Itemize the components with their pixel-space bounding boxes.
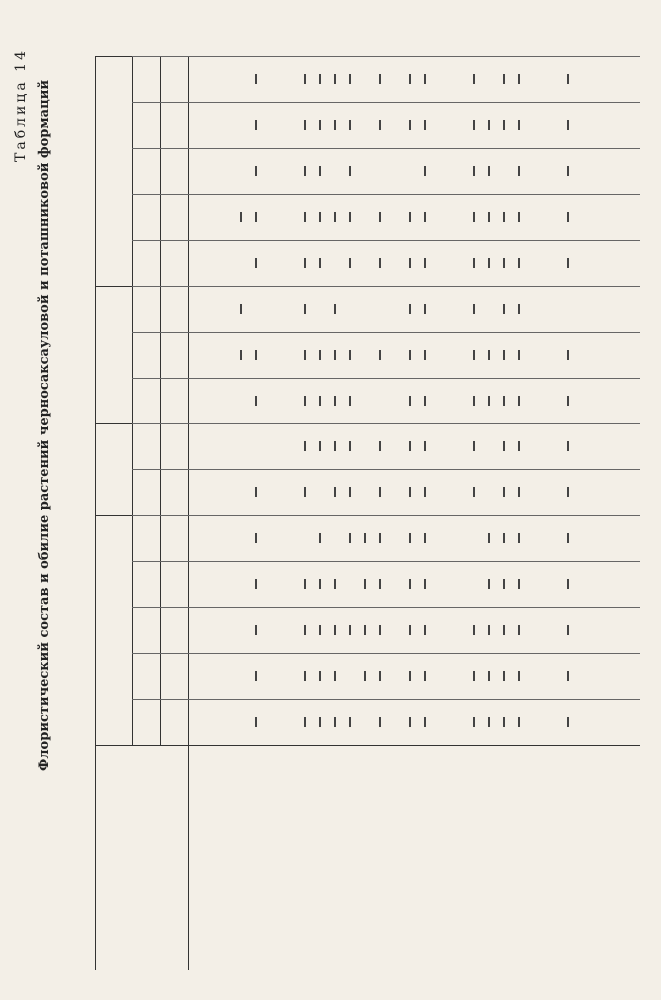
empty-dash — [379, 258, 381, 268]
empty-dash — [503, 304, 505, 314]
empty-dash — [240, 212, 242, 222]
empty-dash — [334, 120, 336, 130]
table-border — [160, 56, 161, 745]
empty-dash — [255, 120, 257, 130]
empty-dash — [567, 350, 569, 360]
col-divider — [132, 699, 640, 700]
empty-dash — [255, 350, 257, 360]
empty-dash — [473, 212, 475, 222]
empty-dash — [488, 120, 490, 130]
empty-dash — [473, 350, 475, 360]
empty-dash — [488, 350, 490, 360]
empty-dash — [518, 625, 520, 635]
empty-dash — [349, 350, 351, 360]
empty-dash — [304, 579, 306, 589]
empty-dash — [349, 717, 351, 727]
empty-dash — [488, 533, 490, 543]
empty-dash — [409, 579, 411, 589]
col-divider — [132, 240, 640, 241]
empty-dash — [488, 579, 490, 589]
empty-dash — [473, 671, 475, 681]
empty-dash — [255, 671, 257, 681]
empty-dash — [503, 350, 505, 360]
col-divider — [132, 56, 640, 57]
empty-dash — [518, 671, 520, 681]
empty-dash — [503, 533, 505, 543]
empty-dash — [567, 258, 569, 268]
empty-dash — [319, 74, 321, 84]
table-border — [132, 56, 133, 745]
empty-dash — [304, 120, 306, 130]
empty-dash — [319, 350, 321, 360]
empty-dash — [349, 166, 351, 176]
empty-dash — [304, 350, 306, 360]
col-divider — [132, 607, 640, 608]
empty-dash — [319, 258, 321, 268]
empty-dash — [409, 396, 411, 406]
empty-dash — [488, 212, 490, 222]
empty-dash — [488, 625, 490, 635]
empty-dash — [503, 212, 505, 222]
empty-dash — [473, 625, 475, 635]
empty-dash — [424, 212, 426, 222]
empty-dash — [567, 120, 569, 130]
empty-dash — [424, 258, 426, 268]
empty-dash — [255, 625, 257, 635]
empty-dash — [488, 396, 490, 406]
empty-dash — [364, 579, 366, 589]
empty-dash — [473, 396, 475, 406]
empty-dash — [240, 304, 242, 314]
empty-dash — [349, 441, 351, 451]
empty-dash — [255, 212, 257, 222]
empty-dash — [334, 350, 336, 360]
group-divider — [95, 56, 132, 57]
empty-dash — [518, 350, 520, 360]
empty-dash — [409, 304, 411, 314]
empty-dash — [424, 304, 426, 314]
empty-dash — [473, 258, 475, 268]
empty-dash — [304, 74, 306, 84]
empty-dash — [503, 487, 505, 497]
empty-dash — [518, 487, 520, 497]
empty-dash — [379, 579, 381, 589]
empty-dash — [567, 671, 569, 681]
col-divider — [132, 148, 640, 149]
col-divider — [132, 515, 640, 516]
col-divider — [132, 423, 640, 424]
empty-dash — [473, 441, 475, 451]
empty-dash — [349, 74, 351, 84]
empty-dash — [409, 441, 411, 451]
empty-dash — [409, 625, 411, 635]
empty-dash — [334, 717, 336, 727]
empty-dash — [319, 396, 321, 406]
empty-dash — [518, 120, 520, 130]
empty-dash — [518, 441, 520, 451]
empty-dash — [379, 441, 381, 451]
empty-dash — [518, 717, 520, 727]
empty-dash — [567, 579, 569, 589]
empty-dash — [567, 533, 569, 543]
empty-dash — [488, 166, 490, 176]
empty-dash — [503, 258, 505, 268]
empty-dash — [424, 350, 426, 360]
empty-dash — [364, 533, 366, 543]
empty-dash — [503, 671, 505, 681]
empty-dash — [255, 166, 257, 176]
empty-dash — [567, 396, 569, 406]
empty-dash — [567, 717, 569, 727]
empty-dash — [349, 625, 351, 635]
empty-dash — [334, 441, 336, 451]
empty-dash — [319, 533, 321, 543]
empty-dash — [473, 304, 475, 314]
empty-dash — [255, 74, 257, 84]
empty-dash — [424, 717, 426, 727]
table-border — [95, 745, 96, 970]
empty-dash — [409, 120, 411, 130]
empty-dash — [518, 579, 520, 589]
empty-dash — [349, 396, 351, 406]
empty-dash — [255, 396, 257, 406]
empty-dash — [379, 212, 381, 222]
empty-dash — [567, 74, 569, 84]
empty-dash — [304, 487, 306, 497]
empty-dash — [424, 441, 426, 451]
empty-dash — [334, 671, 336, 681]
empty-dash — [349, 120, 351, 130]
empty-dash — [255, 487, 257, 497]
empty-dash — [304, 717, 306, 727]
empty-dash — [424, 166, 426, 176]
empty-dash — [409, 717, 411, 727]
empty-dash — [567, 487, 569, 497]
empty-dash — [304, 166, 306, 176]
empty-dash — [488, 717, 490, 727]
empty-dash — [349, 487, 351, 497]
empty-dash — [334, 579, 336, 589]
empty-dash — [364, 625, 366, 635]
empty-dash — [424, 579, 426, 589]
empty-dash — [503, 120, 505, 130]
empty-dash — [304, 258, 306, 268]
empty-dash — [503, 74, 505, 84]
empty-dash — [379, 74, 381, 84]
empty-dash — [567, 166, 569, 176]
empty-dash — [379, 671, 381, 681]
empty-dash — [488, 671, 490, 681]
empty-dash — [473, 120, 475, 130]
empty-dash — [304, 625, 306, 635]
empty-dash — [379, 533, 381, 543]
empty-dash — [518, 166, 520, 176]
empty-dash — [349, 533, 351, 543]
empty-dash — [567, 625, 569, 635]
table-border-left — [95, 56, 96, 745]
empty-dash — [409, 258, 411, 268]
empty-dash — [304, 441, 306, 451]
table-border — [95, 745, 640, 746]
empty-dash — [334, 625, 336, 635]
empty-dash — [379, 625, 381, 635]
empty-dash — [319, 441, 321, 451]
empty-dash — [409, 74, 411, 84]
empty-dash — [240, 350, 242, 360]
empty-dash — [424, 396, 426, 406]
empty-dash — [567, 441, 569, 451]
empty-dash — [255, 717, 257, 727]
col-divider — [132, 102, 640, 103]
empty-dash — [518, 258, 520, 268]
col-divider — [132, 332, 640, 333]
empty-dash — [473, 717, 475, 727]
col-divider — [132, 286, 640, 287]
empty-dash — [255, 579, 257, 589]
col-divider — [132, 561, 640, 562]
empty-dash — [255, 533, 257, 543]
empty-dash — [319, 579, 321, 589]
empty-dash — [518, 212, 520, 222]
empty-dash — [334, 396, 336, 406]
col-divider — [132, 378, 640, 379]
empty-dash — [473, 166, 475, 176]
empty-dash — [424, 533, 426, 543]
empty-dash — [488, 258, 490, 268]
empty-dash — [319, 717, 321, 727]
empty-dash — [379, 487, 381, 497]
empty-dash — [334, 487, 336, 497]
empty-dash — [424, 120, 426, 130]
empty-dash — [424, 671, 426, 681]
group-divider — [95, 423, 132, 424]
empty-dash — [473, 74, 475, 84]
empty-dash — [379, 717, 381, 727]
group-divider — [95, 515, 132, 516]
empty-dash — [518, 74, 520, 84]
empty-dash — [518, 396, 520, 406]
empty-dash — [409, 671, 411, 681]
empty-dash — [424, 487, 426, 497]
empty-dash — [409, 350, 411, 360]
empty-dash — [304, 304, 306, 314]
empty-dash — [567, 212, 569, 222]
empty-dash — [319, 120, 321, 130]
empty-dash — [503, 441, 505, 451]
empty-dash — [319, 212, 321, 222]
empty-dash — [304, 212, 306, 222]
empty-dash — [518, 533, 520, 543]
empty-dash — [304, 396, 306, 406]
empty-dash — [255, 258, 257, 268]
empty-dash — [349, 258, 351, 268]
empty-dash — [379, 350, 381, 360]
empty-dash — [334, 74, 336, 84]
empty-dash — [503, 625, 505, 635]
empty-dash — [409, 212, 411, 222]
empty-dash — [319, 166, 321, 176]
empty-dash — [304, 671, 306, 681]
empty-dash — [409, 487, 411, 497]
col-divider — [132, 469, 640, 470]
empty-dash — [319, 625, 321, 635]
empty-dash — [503, 396, 505, 406]
empty-dash — [334, 212, 336, 222]
empty-dash — [424, 74, 426, 84]
group-divider — [95, 286, 132, 287]
table-title: Флористический состав и обилие растений черносаксауловой и поташниковой формаций — [37, 80, 52, 771]
col-divider — [132, 194, 640, 195]
empty-dash — [503, 717, 505, 727]
empty-dash — [424, 625, 426, 635]
empty-dash — [518, 304, 520, 314]
empty-dash — [319, 671, 321, 681]
empty-dash — [503, 579, 505, 589]
empty-dash — [409, 533, 411, 543]
empty-dash — [379, 120, 381, 130]
table-label: Таблица 14 — [13, 48, 29, 162]
empty-dash — [364, 671, 366, 681]
col-divider — [132, 653, 640, 654]
empty-dash — [473, 487, 475, 497]
empty-dash — [349, 212, 351, 222]
empty-dash — [334, 304, 336, 314]
